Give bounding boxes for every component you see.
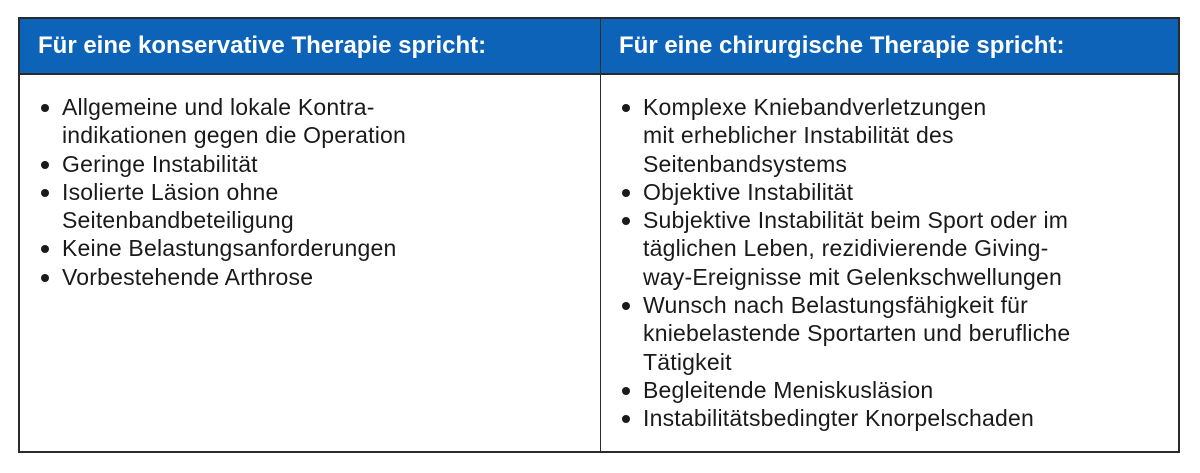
list-item-line: Allgemeine und lokale Kontra- bbox=[62, 94, 375, 120]
list-item-line: Vorbestehende Arthrose bbox=[62, 263, 314, 290]
list-item bbox=[619, 206, 1162, 291]
list-item bbox=[619, 291, 1162, 376]
list-item-line: Subjektive Instabilität beim Sport oder im bbox=[643, 207, 1069, 234]
surgical-criteria-list bbox=[619, 93, 1162, 433]
list-item-line: indikationen gegen die Operation bbox=[62, 122, 406, 149]
list-item bbox=[619, 93, 1162, 178]
list-item bbox=[619, 376, 1162, 404]
list-item-line: Tätigkeit bbox=[643, 348, 732, 375]
list-item-line: mit erheblicher Instabilität des bbox=[643, 122, 954, 149]
list-item-line: Isolierte Läsion ohne bbox=[62, 178, 279, 205]
list-item-line: Keine Belastungsanforderungen bbox=[62, 235, 397, 262]
list-item bbox=[38, 178, 584, 235]
list-item-line: Instabilitätsbedingter Knorpelschaden bbox=[643, 405, 1034, 432]
list-item bbox=[619, 404, 1162, 432]
header-surgical-therapy: Für eine chirurgische Therapie spricht: bbox=[601, 19, 1178, 75]
list-item-line: Komplexe Kniebandverletzungen bbox=[643, 94, 987, 120]
list-item-line: Wunsch nach Belastungsfähigkeit für bbox=[643, 292, 1029, 319]
list-item bbox=[38, 93, 584, 150]
list-item-line: kniebelastende Sportarten und berufliche bbox=[643, 320, 1071, 347]
list-item-line: Begleitende Meniskusläsion bbox=[643, 376, 934, 403]
list-item-line: Seitenbandbeteiligung bbox=[62, 207, 294, 234]
conservative-criteria-cell bbox=[20, 75, 601, 451]
list-item-line: Geringe Instabilität bbox=[62, 150, 258, 177]
list-item bbox=[619, 178, 1162, 206]
list-item-line: täglichen Leben, rezidivierende Giving- bbox=[643, 235, 1049, 262]
therapy-comparison-table bbox=[18, 17, 1180, 453]
list-item bbox=[38, 263, 584, 291]
list-item bbox=[38, 150, 584, 178]
list-item bbox=[38, 234, 584, 262]
list-item-line: Objektive Instabilität bbox=[643, 178, 854, 205]
surgical-criteria-cell bbox=[601, 75, 1178, 451]
list-item-line: way-Ereignisse mit Gelenkschwellungen bbox=[643, 263, 1063, 290]
header-conservative-therapy: Für eine konservative Therapie spricht: bbox=[20, 19, 601, 75]
list-item-line: Seitenbandsystems bbox=[643, 150, 848, 177]
conservative-criteria-list bbox=[38, 93, 584, 291]
